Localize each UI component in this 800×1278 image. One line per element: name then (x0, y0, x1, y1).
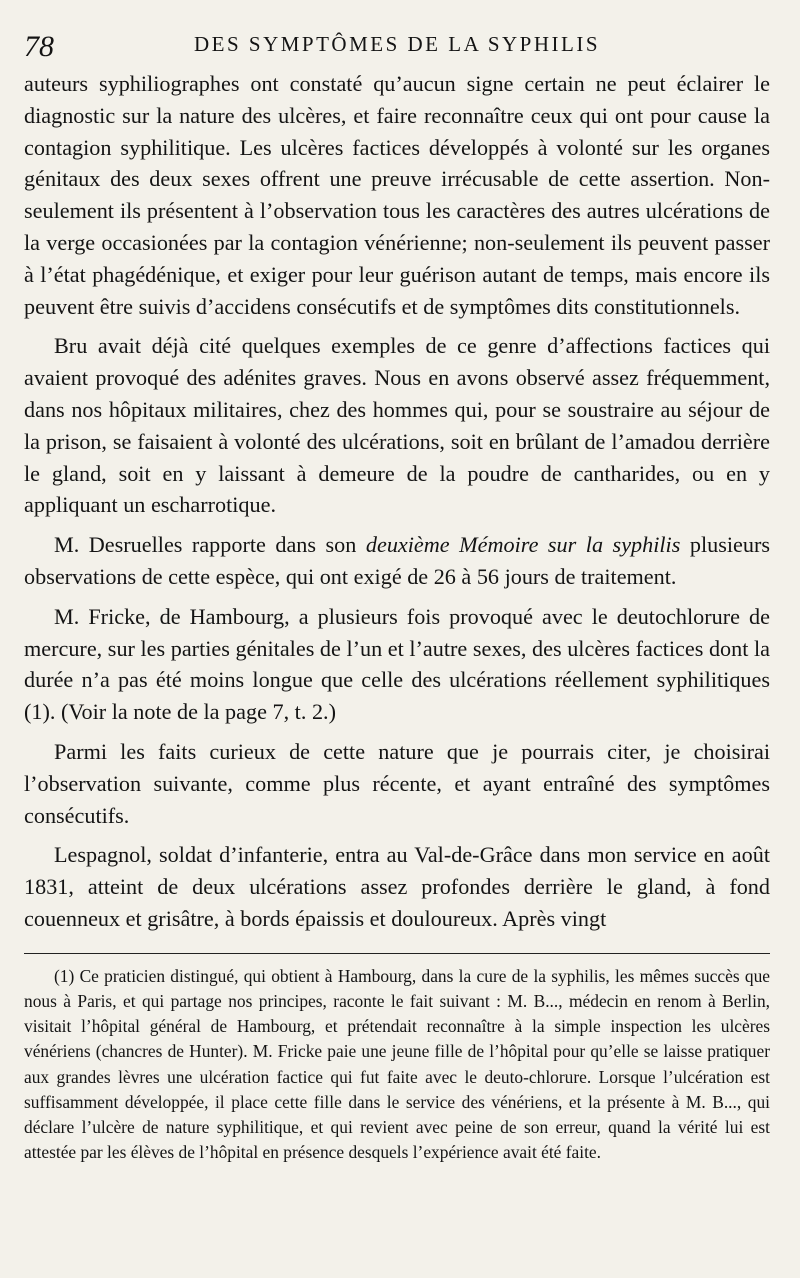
memoire-title: deuxième Mémoire sur la syphilis (365, 532, 681, 558)
footnote-divider (24, 953, 770, 954)
page-title: DES SYMPTÔMES DE LA SYPHILIS (193, 32, 601, 56)
paragraph-desruelles-start: M. Desruelles rapporte dans son (54, 532, 366, 558)
paragraph-faits-curieux: Parmi les faits curieux de cette nature que je pourrais citer, je choisirai l’observation suivante, comme plus récente, et ayant entraîné des symptômes consécutifs. (24, 738, 770, 828)
paragraph-continuation: auteurs syphiliographes ont constaté qu’aucun signe certain ne peut éclairer le diagnostic sur la nature des ulcères, et faire reconnaître ceux qui ont pour cause la contagion syphilitique. Les ulcères factices développés à volonté sur les organes génitaux des deux sexes offrent une preuve irrécusable de cette assertion. Non-seulement ils présentent à l’observation tous les caractères des autres ulcérations de la verge occasionées par la contagion vénérienne; non-seulement ils peuvent passer à l’état phagédénique, et exiger pour leur guérison autant de temps, mais encore ils peuvent être suivis d’accidens consécutifs et de symptômes dits constitutionnels. (24, 71, 770, 319)
paragraph-desruelles (24, 529, 770, 593)
paragraph-lespagnol: Lespagnol, soldat d’infanterie, entra au Val-de-Grâce dans mon service en août 1831, atteint de deux ulcérations assez profondes derrière le gland, à fond couenneux et grisâtre, à bords épaissis et douloureux. Après vingt (24, 842, 770, 931)
paragraph-desruelles-end: plusieurs observations de cette espèce, qui ont exigé de 26 à 56 jours de traitement. (24, 532, 770, 589)
page-number: 78 (24, 30, 54, 63)
main-text (24, 68, 770, 935)
paragraph-bru: Bru avait déjà cité quelques exemples de ce genre d’affections factices qui avaient provoqué des adénites graves. Nous en avons observé assez fréquemment, dans nos hôpitaux militaires, chez des hommes qui, pour se soustraire au séjour de la prison, se faisaient à volonté des ulcérations, soit en brûlant de l’amadou derrière le gland, soit en y laissant à demeure de la poudre de cantharides, ou en y appliquant un escharrotique. (24, 333, 770, 518)
footnote-1: (1) Ce praticien distingué, qui obtient à Hambourg, dans la cure de la syphilis, les mêmes succès que nous à Paris, et qui partage nos principes, raconte le fait suivant : M. B..., médecin en renom à Berlin, visitait l’hôpital général de Hambourg, et prétendait reconnaître à la simple inspection les ulcères vénériens (chancres de Hunter). M. Fricke paie une jeune fille de l’hôpital pour qu’elle se laisse pratiquer aux grandes lèvres une ulcération factice qui fut faite avec le deuto-chlorure. Lorsque l’ulcération est suffisamment développée, il place cette fille dans le service des vénériens, et la présente à M. B..., qui déclare l’ulcère de nature syphilitique, et qui revient avec peine de son erreur, quand la vérité lui est attestée par les élèves de l’hôpital en présence desquels l’expérience avait été faite. (24, 965, 770, 1163)
footnotes (24, 964, 770, 1166)
paragraph-fricke: M. Fricke, de Hambourg, a plusieurs fois provoqué avec le deutochlorure de mercure, sur les parties génitales de l’un et l’autre sexes, des ulcères factices dont la durée n’a pas été moins longue que celle des ulcérations réellement syphilitiques (1). (Voir la note de la page 7, t. 2.) (24, 603, 770, 725)
running-head (24, 24, 770, 68)
